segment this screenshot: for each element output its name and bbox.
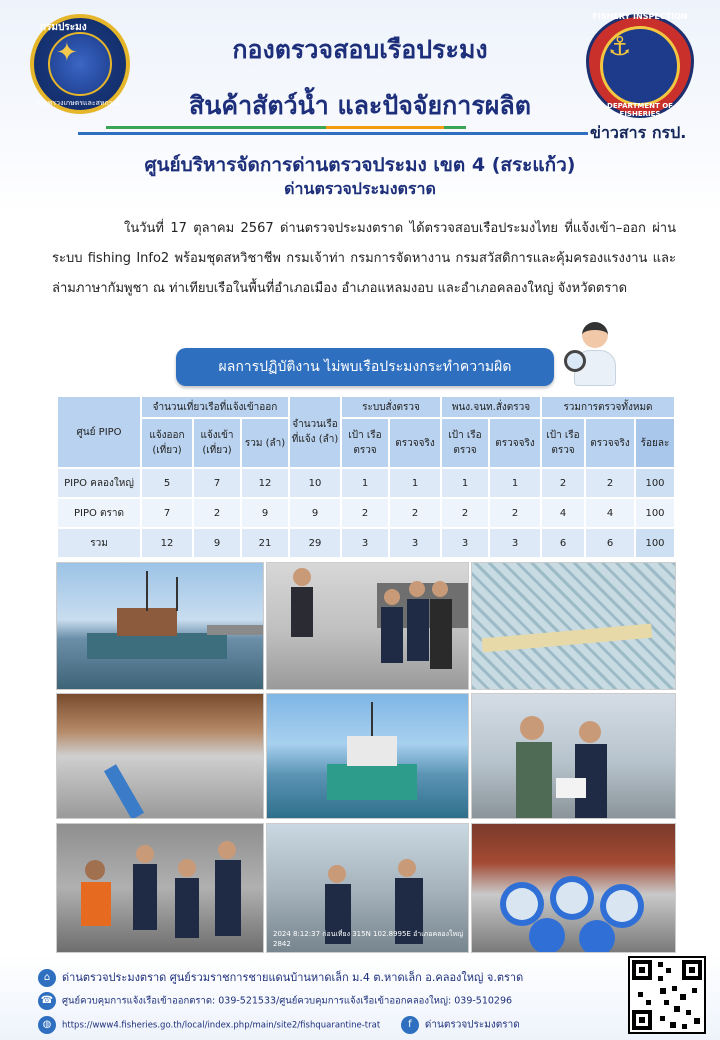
news-paragraph: ในวันที่ 17 ตุลาคม 2567 ด่านตรวจประมงตราด ได้ตรวจสอบเรือประมงไทย ที่แจ้งเข้า–ออก ผ่านระบบ fishing Info2 พร้อมชุดสหวิชาชีพ กรมเจ้าท่า กรมการจัดหางาน กรมสวัสดิการและคุ้มครองแรงงาน และล่ามภาษากัมพูชา ณ ท่าเทียบเรือในพื้นที่อำเภอเมือง อำเภอแหลมงอบ และอำเภอคลองใหญ่ จังหวัดตราด <box>52 221 676 296</box>
cell-out: 7 <box>141 498 193 528</box>
subheader-out: แจ้งออก (เที่ยว) <box>141 418 193 468</box>
phone-icon: ☎ <box>38 992 56 1010</box>
cell-target-system: 2 <box>341 498 389 528</box>
inspector-illustration-icon <box>564 318 624 388</box>
officers-illustration <box>267 563 469 690</box>
badge-text-top: FISHERY INSPECTION <box>592 12 688 21</box>
subheader-target-officer: เป้า เรือตรวจ <box>441 418 489 468</box>
cell-target-officer: 1 <box>441 468 489 498</box>
document-check-illustration <box>472 694 676 819</box>
cell-actual-total: 2 <box>585 468 635 498</box>
news-tag: ข่าวสาร กรป. <box>590 123 687 142</box>
cell-sum: 9 <box>241 498 289 528</box>
cell-actual-total: 4 <box>585 498 635 528</box>
facebook-icon: f <box>401 1016 419 1034</box>
table-row <box>57 498 675 528</box>
cell-percent: 100 <box>635 468 675 498</box>
table-row <box>57 468 675 498</box>
subheader-target-system: เป้า เรือตรวจ <box>341 418 389 468</box>
seal-text-top: กรมประมง <box>40 22 87 33</box>
header-center: ศูนย์ PIPO <box>57 396 141 468</box>
results-table <box>56 395 676 559</box>
photo-catch-hold <box>56 693 264 819</box>
cell-sum: 12 <box>241 468 289 498</box>
footer-address <box>38 968 523 987</box>
subheader-actual-officer: ตรวจจริง <box>489 418 541 468</box>
decorative-line-orange <box>326 126 444 129</box>
home-icon: ⌂ <box>38 969 56 987</box>
address-text: ด่านตรวจประมงตราด ศูนย์รวมราชการชายแดนบ้านหาดเล็ก ม.4 ต.หาดเล็ก อ.คลองใหญ่ จ.ตราด <box>62 971 524 984</box>
subheader-in: แจ้งเข้า (เที่ยว) <box>193 418 241 468</box>
photo-fishing-boat-pier <box>56 562 264 690</box>
harbor-boat-illustration <box>267 694 469 819</box>
subheader-target-total: เป้า เรือตรวจ <box>541 418 585 468</box>
crew-illustration <box>57 824 264 953</box>
seal-emblem-icon: ✦ <box>56 38 78 68</box>
photo-fish-baskets <box>471 823 676 953</box>
cell-target-system: 3 <box>341 528 389 558</box>
seal-text-bottom: กระทรวงเกษตรและสหกรณ์ <box>36 99 119 107</box>
page-title-line2: สินค้าสัตว์น้ำ และปัจจัยการผลิต <box>189 91 531 120</box>
badge-text-bottom: DEPARTMENT OF FISHERIES <box>607 102 673 118</box>
footer-phone <box>38 992 512 1010</box>
cell-actual-officer: 3 <box>489 528 541 558</box>
subtitle-center: ศูนย์บริหารจัดการด่านตรวจประมง เขต 4 (สระแก้ว) <box>144 154 576 176</box>
subheader-actual-system: ตรวจจริง <box>389 418 441 468</box>
cell-actual-system: 2 <box>389 498 441 528</box>
cell-center: PIPO คลองใหญ่ <box>57 468 141 498</box>
department-seal-icon <box>30 14 130 114</box>
baskets-illustration <box>472 824 676 953</box>
boat-illustration <box>57 563 264 690</box>
badge-emblem-icon: ⚓ <box>608 32 632 62</box>
cell-actual-system: 1 <box>389 468 441 498</box>
subheader-percent: ร้อยละ <box>635 418 675 468</box>
decorative-line-blue <box>78 132 588 135</box>
photo-crew-interview <box>56 823 264 953</box>
photo-officers-inspection <box>266 562 469 690</box>
subheader-sum: รวม (ลำ) <box>241 418 289 468</box>
cell-vessels: 9 <box>289 498 341 528</box>
photo-timestamp-caption: 2024 8:12:37 ก่อนเที่ยง 315N 102.8995E อำเภอคลองใหญ่ 2842 <box>273 930 464 948</box>
cell-vessels: 29 <box>289 528 341 558</box>
cell-target-system: 1 <box>341 468 389 498</box>
qr-pattern <box>630 958 704 1032</box>
facebook-link[interactable]: ด่านตรวจประมงตราด <box>424 1019 520 1031</box>
cell-center: PIPO ตราด <box>57 498 141 528</box>
cell-percent: 100 <box>635 498 675 528</box>
page-title-line1: กองตรวจสอบเรือประมง <box>232 35 488 64</box>
subtitle-station: ด่านตรวจประมงตราด <box>284 179 436 198</box>
cell-in: 2 <box>193 498 241 528</box>
cell-actual-officer: 2 <box>489 498 541 528</box>
photo-boat-harbor <box>266 693 469 819</box>
catch-illustration <box>57 694 264 819</box>
footer-links <box>38 1016 520 1034</box>
cell-target-total: 4 <box>541 498 585 528</box>
header-officer: พนง.จนท.สั่งตรวจ <box>441 396 541 418</box>
website-link[interactable]: https://www4.fisheries.go.th/local/index.php/main/site2/fishquarantine-trat <box>62 1020 381 1031</box>
photo-document-check <box>471 693 676 819</box>
globe-icon: ◍ <box>38 1016 56 1034</box>
photo-onboard-inspection <box>266 823 469 953</box>
cell-sum: 21 <box>241 528 289 558</box>
header-total: รวมการตรวจทั้งหมด <box>541 396 675 418</box>
inspector-head <box>582 322 608 348</box>
cell-actual-total: 6 <box>585 528 635 558</box>
cell-in: 9 <box>193 528 241 558</box>
cell-out: 5 <box>141 468 193 498</box>
table-row-total <box>57 528 675 558</box>
subheader-actual-total: ตรวจจริง <box>585 418 635 468</box>
cell-target-officer: 3 <box>441 528 489 558</box>
header-vessels: จำนวนเรือที่แจ้ง (ลำ) <box>289 396 341 468</box>
phone-text: ศูนย์ควบคุมการแจ้งเรือเข้าออกตราด: 039-521533/ศูนย์ควบคุมการแจ้งเรือเข้าออกคลองใหญ่: 039-510296 <box>62 995 513 1007</box>
qr-code-icon[interactable] <box>628 956 706 1034</box>
cell-actual-system: 3 <box>389 528 441 558</box>
magnifier-icon <box>564 350 586 372</box>
ruler-illustration <box>472 563 676 690</box>
header-system: ระบบสั่งตรวจ <box>341 396 441 418</box>
results-banner: ผลการปฏิบัติงาน ไม่พบเรือประมงกระทำความผิด <box>176 348 554 386</box>
header-trips: จำนวนเที่ยวเรือที่แจ้งเข้าออก <box>141 396 289 418</box>
cell-target-total: 2 <box>541 468 585 498</box>
photo-net-measurement <box>471 562 676 690</box>
cell-actual-officer: 1 <box>489 468 541 498</box>
cell-target-total: 6 <box>541 528 585 558</box>
cell-vessels: 10 <box>289 468 341 498</box>
cell-out: 12 <box>141 528 193 558</box>
cell-percent: 100 <box>635 528 675 558</box>
cell-in: 7 <box>193 468 241 498</box>
cell-target-officer: 2 <box>441 498 489 528</box>
fishery-inspection-badge-icon <box>586 14 694 118</box>
cell-center: รวม <box>57 528 141 558</box>
